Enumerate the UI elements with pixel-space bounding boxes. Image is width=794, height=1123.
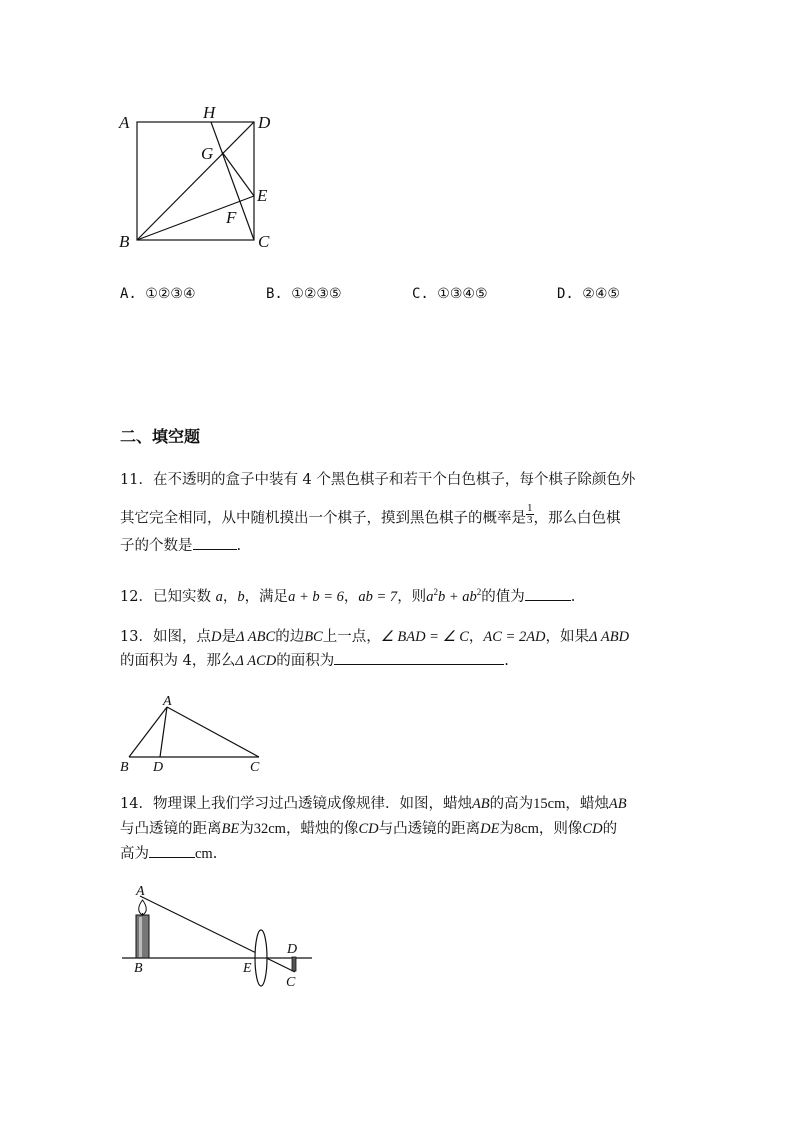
choice-a-letter: A.: [120, 286, 137, 302]
q12-var-a: a: [215, 588, 223, 605]
choice-b: [266, 286, 342, 302]
question-11-line3: [120, 535, 241, 557]
label-C: C: [286, 975, 296, 990]
section-title: 二、填空题: [120, 427, 201, 446]
q14-prefix: 14．物理课上我们学习过凸透镜成像规律．如图，蜡烛: [120, 796, 472, 812]
label-E: E: [257, 186, 268, 205]
fraction-one-third: [526, 503, 534, 526]
q11-end: .: [236, 538, 242, 554]
q13-comma: ，: [468, 629, 484, 645]
q14-line2-e: 为: [499, 821, 514, 837]
q13-line2-b: 的面积为: [276, 653, 335, 669]
label-B: B: [119, 232, 130, 251]
label-G: G: [201, 144, 214, 163]
q12-cond1: a + b = 6: [288, 588, 344, 605]
q14-line2-a: 与凸透镜的距离: [120, 821, 222, 837]
q14-answer-blank[interactable]: [149, 843, 195, 858]
segment-AC: [167, 707, 259, 757]
q13-text2: 的边: [275, 629, 305, 645]
q14-DE: DE: [480, 821, 500, 837]
q12-comma2: ，: [343, 588, 359, 605]
q13-line2-a: 的面积为 4，那么: [120, 653, 236, 669]
q13-text3: 上一点，: [322, 629, 381, 645]
choice-c-text: ①③④⑤: [437, 286, 488, 302]
q11-text-a: 其它完全相同，从中随机摸出一个棋子，摸到黑色棋子的概率是: [120, 510, 526, 527]
q14-CD2: CD: [582, 821, 603, 837]
question-12: [120, 581, 575, 608]
label-A: A: [163, 694, 172, 709]
question-14-line1: [120, 793, 627, 815]
q14-CD1: CD: [358, 821, 379, 837]
q14-AB1: AB: [471, 796, 490, 812]
segment-BE: [137, 196, 254, 240]
choice-d: [557, 286, 620, 302]
choice-a-text: ①②③④: [145, 286, 196, 302]
q14-text2: ，蜡烛: [565, 796, 609, 812]
q13-tri1: Δ ABC: [235, 629, 276, 645]
q14-unit: cm: [195, 846, 213, 862]
label-A: A: [136, 884, 145, 899]
choice-c-letter: C.: [412, 286, 429, 302]
fraction-numerator: 1: [527, 502, 533, 514]
flame-icon: [139, 900, 147, 915]
choice-b-letter: B.: [266, 286, 283, 302]
question-14-line2: [120, 818, 617, 840]
label-D: D: [153, 760, 164, 775]
q12-prefix: 12．已知实数: [120, 588, 211, 605]
choice-c: [412, 286, 488, 302]
q13-answer-blank[interactable]: [334, 650, 504, 665]
q13-tri3: Δ ACD: [235, 653, 277, 669]
label-B: B: [120, 760, 129, 775]
q13-eq: AC = 2AD: [483, 629, 546, 645]
ray-A-to-C: [140, 896, 298, 972]
q12-exp1: 2: [433, 587, 438, 597]
fraction-denominator: 3: [527, 514, 533, 526]
label-D: D: [258, 113, 271, 132]
q14-d2: 8cm: [513, 821, 539, 837]
question-14-line3: [120, 843, 217, 865]
q14-line2-f: ，则像: [538, 821, 583, 837]
q14-line2-g: 的: [602, 821, 618, 837]
q13-text1: 是: [221, 629, 236, 645]
triangle-figure: [115, 690, 275, 775]
candle-body: [136, 915, 149, 958]
candle-highlight: [139, 917, 142, 957]
label-D: D: [287, 942, 298, 957]
q12-text3: ，则: [397, 588, 427, 605]
q12-text4: 的值为: [481, 588, 525, 605]
q14-text1: 的高为: [489, 796, 534, 812]
q13-text4: ，如果: [545, 629, 590, 645]
label-C: C: [258, 232, 270, 251]
question-13-line2: [120, 650, 509, 672]
q12-var-b: b: [237, 588, 245, 605]
q14-line2-d: 与凸透镜的距离: [378, 821, 481, 837]
lens-figure: [115, 880, 325, 995]
square-figure: [110, 100, 290, 260]
q13-prefix: 13．如图，点: [120, 629, 211, 645]
label-E: E: [243, 961, 252, 976]
choice-b-text: ①②③⑤: [291, 286, 342, 302]
q13-end: .: [504, 653, 509, 669]
segment-BD: [137, 122, 254, 240]
q12-end: .: [570, 588, 576, 605]
choice-a: [120, 286, 196, 302]
q12-expr-a: a: [426, 588, 434, 605]
q13-BC: BC: [304, 629, 323, 645]
q14-line3-a: 高为: [120, 846, 149, 862]
segment-GE: [222, 152, 254, 196]
q14-AB2: AB: [608, 796, 627, 812]
label-B: B: [134, 961, 143, 976]
label-H: H: [203, 103, 216, 122]
q13-angle: ∠ BAD = ∠ C: [380, 629, 469, 645]
q14-line2-b: 为: [239, 821, 254, 837]
q14-end: .: [212, 846, 218, 862]
q12-expr-b: b + ab: [437, 588, 477, 605]
q14-BE: BE: [221, 821, 240, 837]
question-11-line1: 11．在不透明的盒子中装有 4 个黑色棋子和若干个白色棋子，每个棋子除颜色外: [120, 472, 636, 488]
q12-answer-blank[interactable]: [525, 586, 571, 601]
q14-line2-c: ，蜡烛的像: [285, 821, 359, 837]
q11-answer-blank[interactable]: [193, 535, 237, 550]
q12-comma1: ，: [222, 588, 238, 605]
q11-text-b: ，那么白色棋: [533, 510, 621, 527]
q13-D: D: [210, 629, 222, 645]
choice-d-letter: D.: [557, 286, 574, 302]
q12-text2: ，满足: [244, 588, 289, 605]
q12-cond2: ab = 7: [358, 588, 398, 605]
q13-tri2: Δ ABD: [589, 629, 630, 645]
q11-text-c: 子的个数是: [120, 538, 193, 554]
q14-d1: 32cm: [253, 821, 286, 837]
label-C: C: [250, 760, 260, 775]
image-CD: [292, 957, 296, 971]
q14-h: 15cm: [533, 796, 566, 812]
choice-d-text: ②④⑤: [582, 286, 620, 302]
question-11-line2: [120, 502, 621, 530]
question-13-line1: [120, 626, 629, 648]
q12-exp2: 2: [476, 587, 482, 597]
label-F: F: [226, 208, 237, 227]
label-A: A: [119, 113, 130, 132]
